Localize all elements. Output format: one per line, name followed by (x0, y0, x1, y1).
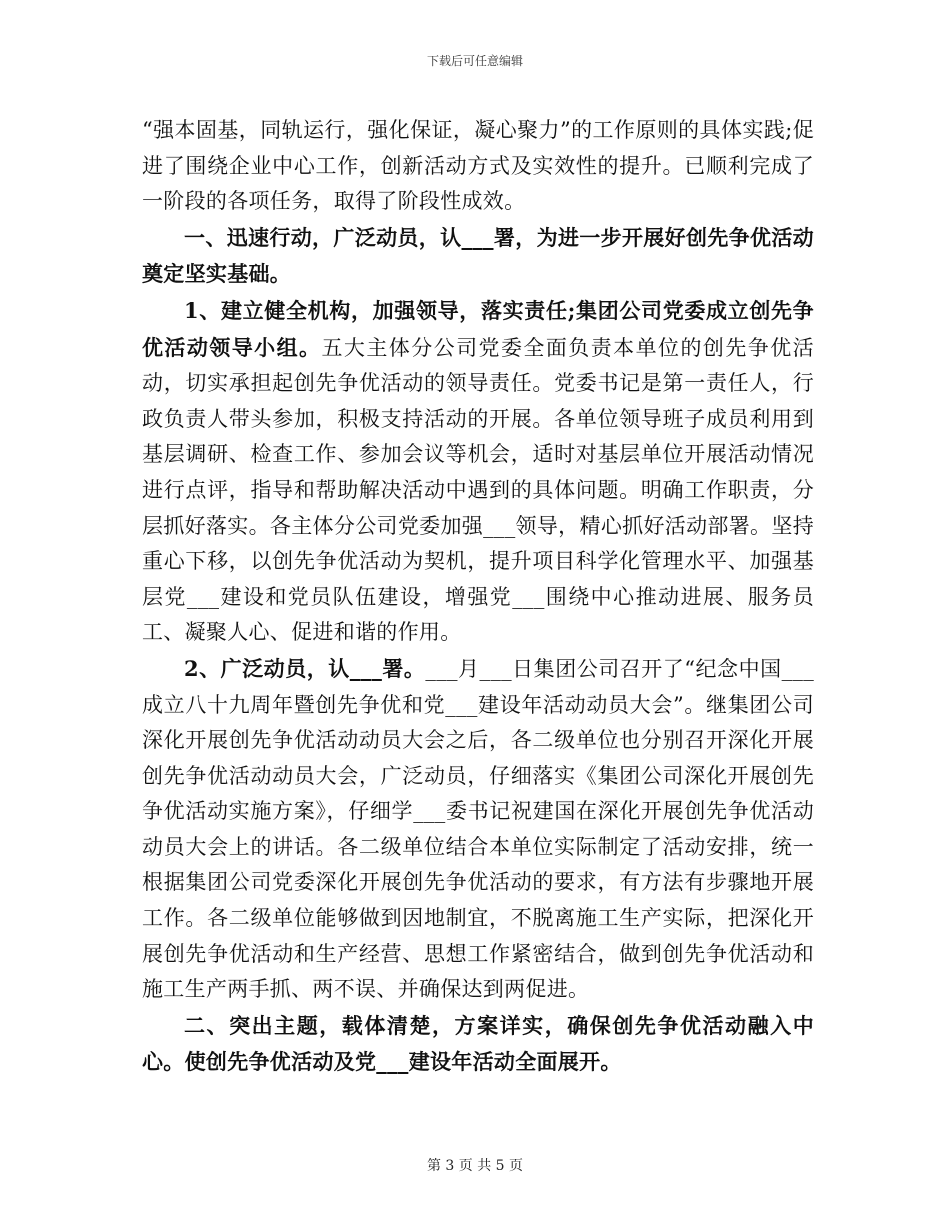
paragraph-item-1 (142, 293, 814, 651)
paragraph-lead: 1、建立健全机构，加强领导，落实责任;集团公司党委成立创先争优活动领导小组。 (142, 297, 814, 360)
page-header: 下载后可任意编辑 (426, 54, 523, 68)
document-body (142, 112, 814, 1081)
paragraph-text: 五大主体分公司党委全面负责本单位的创先争优活动，切实承担起创先争优活动的领导责任。党委书记是第一责任人，行政负责人带头参加，积极支持活动的开展。各单位领导班子成员利用到基层调研、检查工作、参加会议等机会，适时对基层单位开展活动情况进行点评，指导和帮助解决活动中遇到的具体问题。明确工作职责，分层抓好落实。各主体分公司党委加强___领导，精心抓好活动部署。坚持重心下移，以创先争优活动为契机，提升项目科学化管理水平、加强基层党___建设和党员队伍建设，增强党___围绕中心推动进展、服务员工、凝聚人心、促进和谐的作用。 (142, 335, 814, 645)
section-heading-text: 一、迅速行动，广泛动员，认___署，为进一步开展好创先争优活动奠定坚实基础。 (142, 224, 814, 287)
paragraph-text: ___月___日集团公司召开了“纪念中国___成立八十九周年暨创先争优和党___建设年活动动员大会”。继集团公司深化开展创先争优活动动员大会之后，各二级单位也分别召开深化开展创先争优活动动员大会，广泛动员，仔细落实《集团公司深化开展创先争优活动实施方案》，仔细学___委书记祝建国在深化开展创先争优活动动员大会上的讲话。各二级单位结合本单位实际制定了活动安排，统一根据集团公司党委深化开展创先争优活动的要求，有方法有步骤地开展工作。各二级单位能够做到因地制宜，不脱离施工生产实际，把深化开展创先争优活动和生产经营、思想工作紧密结合，做到创先争优活动和施工生产两手抓、两不误、并确保达到两促进。 (142, 656, 815, 1002)
page-footer: 第 3 页 共 5 页 (426, 1158, 524, 1174)
paragraph-lead: 2、广泛动员，认___署。 (184, 655, 426, 681)
paragraph-item-2 (142, 651, 814, 1008)
paragraph-text: “强本固基，同轨运行，强化保证，凝心聚力”的工作原则的具体实践;促进了围绕企业中心工作，创新活动方式及实效性的提升。已顺利完成了一阶段的各项任务，取得了阶段性成效。 (142, 118, 814, 214)
section-heading-1 (142, 220, 814, 293)
section-heading-2 (142, 1008, 814, 1081)
section-heading-text: 二、突出主题，载体清楚，方案详实，确保创先争优活动融入中心。使创先争优活动及党___建设年活动全面展开。 (142, 1012, 814, 1075)
paragraph-continuation (142, 112, 814, 220)
